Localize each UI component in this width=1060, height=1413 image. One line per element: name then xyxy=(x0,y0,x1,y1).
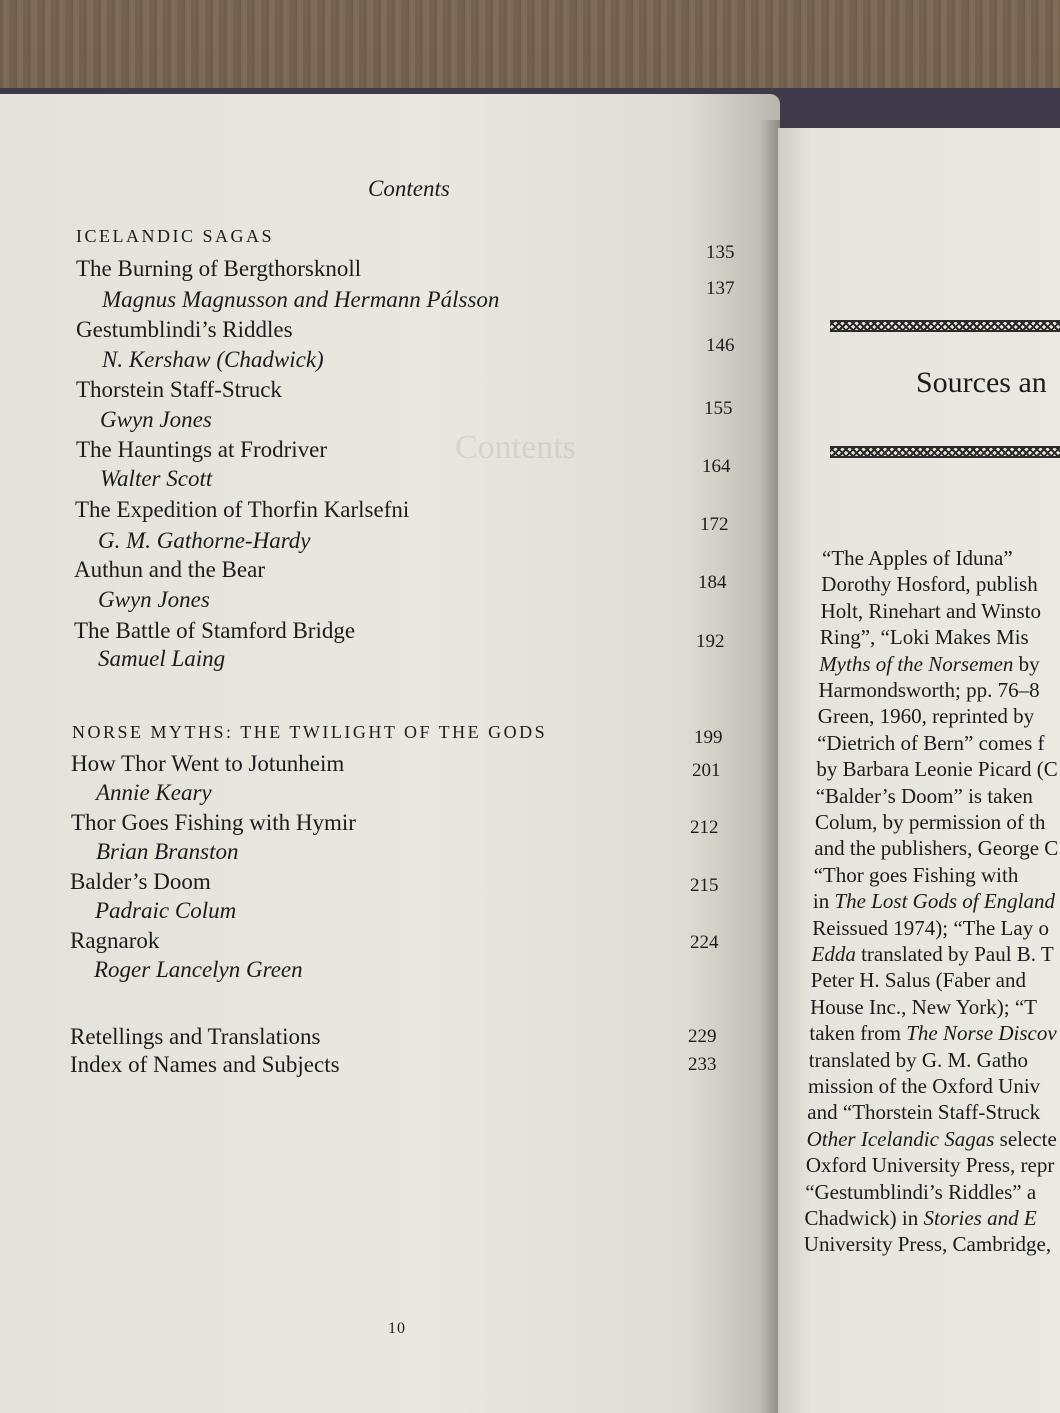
back-matter-title: Retellings and Translations xyxy=(70,1024,321,1049)
entry-author: Samuel Laing xyxy=(98,646,226,671)
back-matter-page-number: 229 xyxy=(688,1026,717,1047)
entry-page-number: 192 xyxy=(696,631,725,652)
source-text-line: Edda translated by Paul B. T xyxy=(811,942,1054,966)
source-text-line: Holt, Rinehart and Winsto xyxy=(820,598,1042,623)
entry-title: Authun and the Bear xyxy=(74,557,265,582)
source-text-line: mission of the Oxford Univ xyxy=(808,1074,1041,1098)
source-text-line: Harmondsworth; pp. 76–8 xyxy=(818,678,1040,702)
entry-page-number: 184 xyxy=(698,572,727,593)
source-text-line: “Balder’s Doom” is taken xyxy=(815,783,1033,808)
entry-author: Roger Lancelyn Green xyxy=(94,957,303,982)
entry-author: Gwyn Jones xyxy=(100,407,212,432)
source-text-line: Other Icelandic Sagas selecte xyxy=(806,1126,1057,1151)
entry-author: N. Kershaw (Chadwick) xyxy=(102,347,324,372)
source-text-line: in The Lost Gods of England xyxy=(812,889,1056,914)
source-text-line: “Dietrich of Bern” comes f xyxy=(817,730,1045,755)
entry-title: Thor Goes Fishing with Hymir xyxy=(71,810,356,835)
section-title: NORSE MYTHS: THE TWILIGHT OF THE GODS xyxy=(72,722,548,742)
section-page-number: 199 xyxy=(694,727,723,748)
source-text-line: “Thor goes Fishing with xyxy=(813,862,1019,887)
source-text-line: Peter H. Salus (Faber and xyxy=(810,968,1026,993)
source-text-line: Ring”, “Loki Makes Mis xyxy=(819,625,1029,650)
source-text-line: translated by G. M. Gatho xyxy=(808,1047,1028,1072)
page-folio: 10 xyxy=(388,1320,406,1337)
source-text-line: University Press, Cambridge, xyxy=(803,1232,1052,1257)
page-header: Contents xyxy=(368,176,450,201)
source-text-line: House Inc., New York); “T xyxy=(810,994,1037,1019)
source-text-line: Oxford University Press, repr xyxy=(805,1153,1055,1178)
entry-title: Balder’s Doom xyxy=(70,869,211,894)
entry-author: Magnus Magnusson and Hermann Pálsson xyxy=(102,287,500,312)
source-text-line: Myths of the Norsemen by xyxy=(819,651,1040,676)
entry-title: The Burning of Bergthorsknoll xyxy=(76,256,362,281)
entry-title: The Battle of Stamford Bridge xyxy=(74,618,356,643)
entry-page-number: 172 xyxy=(700,514,729,535)
entry-title: Ragnarok xyxy=(70,928,160,953)
entry-page-number: 201 xyxy=(692,760,721,781)
entry-author: Brian Branston xyxy=(96,839,239,864)
entry-page-number: 212 xyxy=(690,817,719,838)
entry-title: The Expedition of Thorfin Karlsefni xyxy=(75,497,410,522)
show-through-text: Contents xyxy=(455,429,576,466)
entry-page-number: 146 xyxy=(706,335,735,356)
entry-author: Walter Scott xyxy=(100,466,213,491)
entry-title: How Thor Went to Jotunheim xyxy=(71,751,345,776)
source-text-line: Chadwick) in Stories and E xyxy=(804,1206,1037,1230)
source-text-line: Reissued 1974); “The Lay o xyxy=(812,915,1049,940)
source-text-line: “Gestumblindi’s Riddles” a xyxy=(805,1179,1037,1204)
entry-page-number: 137 xyxy=(706,278,735,299)
back-matter-title: Index of Names and Subjects xyxy=(70,1052,340,1077)
entry-page-number: 164 xyxy=(702,456,731,477)
entry-title: The Hauntings at Frodriver xyxy=(76,437,328,462)
bottom-ornament-rule xyxy=(830,446,1060,458)
source-text-line: and “Thorstein Staff-Struck xyxy=(807,1100,1041,1125)
entry-author: Padraic Colum xyxy=(95,898,237,923)
source-text-line: Colum, by permission of th xyxy=(815,810,1046,834)
entry-page-number: 224 xyxy=(690,932,719,953)
entry-title: Thorstein Staff-Struck xyxy=(76,377,282,402)
source-text-line: Green, 1960, reprinted by xyxy=(817,704,1035,729)
top-ornament-rule xyxy=(830,320,1060,332)
source-text-line: by Barbara Leonie Picard (C xyxy=(816,757,1058,782)
source-text-line: and the publishers, George C xyxy=(814,836,1059,861)
back-matter-page-number: 233 xyxy=(688,1054,717,1075)
entry-author: Gwyn Jones xyxy=(98,587,210,612)
source-text-line: “The Apples of Iduna” xyxy=(822,546,1013,570)
entry-author: Annie Keary xyxy=(96,780,212,805)
right-page-title: Sources an xyxy=(916,366,1047,399)
section-title: ICELANDIC SAGAS xyxy=(76,226,275,246)
entry-page-number: 155 xyxy=(704,398,733,419)
source-text-line: taken from The Norse Discov xyxy=(809,1021,1057,1046)
entry-title: Gestumblindi’s Riddles xyxy=(76,317,293,342)
entry-author: G. M. Gathorne-Hardy xyxy=(98,528,311,553)
section-page-number: 135 xyxy=(706,242,735,263)
source-text-line: Dorothy Hosford, publish xyxy=(821,572,1038,597)
entry-page-number: 215 xyxy=(690,875,719,896)
